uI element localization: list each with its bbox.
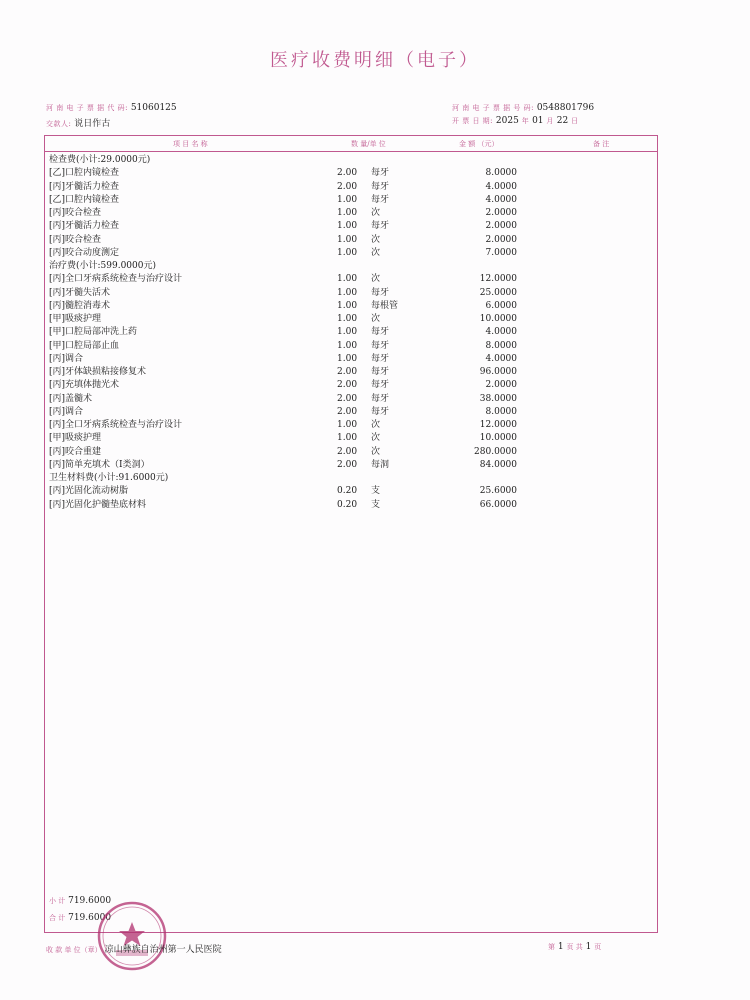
item-amount: 38.0000 — [479, 393, 517, 404]
item-unit: 每牙 — [371, 380, 390, 391]
item-unit: 每牙 — [371, 406, 390, 417]
document-title: 医疗收费明细（电子） — [270, 50, 480, 71]
item-amount: 2.0000 — [485, 234, 517, 245]
item-name: [甲]口腔局部冲洗上药 — [49, 327, 138, 338]
item-amount: 8.0000 — [485, 168, 517, 179]
table-row — [45, 419, 657, 432]
table-row — [45, 167, 657, 180]
item-amount: 25.6000 — [479, 486, 517, 497]
page-indicator — [548, 942, 601, 952]
item-name: [丙]全口牙病系统检查与治疗设计 — [49, 274, 183, 285]
table-row — [45, 181, 657, 194]
issue-date — [452, 116, 579, 126]
item-name: 治疗费(小计:599.0000元) — [49, 261, 156, 271]
item-amount: 7.0000 — [485, 247, 517, 258]
issue-date-day: 22 — [556, 116, 569, 126]
table-row — [45, 379, 657, 392]
item-name: [丙]牙髓活力检查 — [49, 221, 120, 232]
item-unit: 支 — [371, 486, 381, 497]
item-unit: 每牙 — [371, 340, 390, 351]
item-qty: 1.00 — [337, 340, 358, 351]
page-current: 1 — [557, 942, 564, 952]
invoice-code — [46, 103, 177, 113]
item-qty: 1.00 — [337, 300, 358, 311]
item-name: [甲]吸痰护理 — [49, 314, 102, 324]
issue-date-label: 开 票 日 期: — [452, 117, 494, 125]
item-name: [丙]咬合重建 — [49, 446, 102, 457]
item-unit: 每牙 — [371, 168, 390, 179]
item-unit: 每牙 — [371, 327, 390, 338]
column-header-remark: 备 注 — [593, 140, 610, 148]
item-amount: 10.0000 — [479, 433, 517, 444]
column-header-amount: 金 额 （元） — [459, 140, 499, 148]
subtotal-value: 719.6000 — [68, 896, 112, 906]
item-unit: 次 — [371, 247, 381, 258]
invoice-number-value: 0548801796 — [536, 103, 595, 113]
item-amount: 4.0000 — [485, 327, 517, 338]
item-name: [丙]调合 — [49, 406, 84, 417]
table-row — [45, 432, 657, 445]
table-row — [45, 499, 657, 512]
table-row — [45, 472, 657, 485]
item-qty: 1.00 — [337, 221, 358, 232]
column-header-name: 项 目 名 称 — [173, 140, 208, 148]
item-qty: 1.00 — [337, 274, 358, 285]
detail-table — [44, 135, 658, 933]
item-amount: 4.0000 — [485, 353, 517, 364]
item-unit: 次 — [371, 420, 381, 430]
item-amount: 12.0000 — [479, 420, 517, 430]
item-name: [丙]简单充填术（I类洞） — [49, 459, 150, 470]
item-name: [乙]口腔内镜检查 — [49, 194, 120, 205]
table-row — [45, 234, 657, 247]
item-unit: 每洞 — [371, 459, 390, 470]
item-qty: 0.20 — [337, 486, 358, 497]
item-unit: 每牙 — [371, 367, 390, 377]
table-row — [45, 340, 657, 353]
item-amount: 280.0000 — [474, 446, 517, 457]
item-amount: 8.0000 — [485, 340, 517, 351]
item-qty: 2.00 — [337, 446, 358, 457]
invoice-code-label: 河 南 电 子 票 据 代 码: — [46, 104, 128, 112]
item-qty: 1.00 — [337, 420, 358, 430]
item-amount: 10.0000 — [479, 314, 517, 324]
table-row — [45, 353, 657, 366]
item-name: [丙]牙髓失活术 — [49, 287, 111, 298]
item-qty: 2.00 — [337, 168, 358, 179]
table-row — [45, 287, 657, 300]
table-row — [45, 220, 657, 233]
issue-date-month: 01 — [532, 116, 544, 126]
table-row — [45, 207, 657, 220]
invoice-code-value: 51060125 — [130, 103, 177, 113]
table-row — [45, 313, 657, 326]
item-name: [丙]咬合动度测定 — [49, 247, 120, 258]
item-qty: 1.00 — [337, 287, 358, 298]
item-name: [甲]口腔局部止血 — [49, 340, 120, 351]
page-label-b: 页 共 — [566, 943, 583, 951]
item-amount: 8.0000 — [485, 406, 517, 417]
item-unit: 每牙 — [371, 194, 390, 205]
issue-date-year: 2025 — [495, 116, 519, 126]
item-qty: 2.00 — [337, 406, 358, 417]
table-row — [45, 247, 657, 260]
payee — [46, 942, 222, 955]
item-amount: 6.0000 — [485, 300, 517, 311]
invoice-number-label: 河 南 电 子 票 据 号 码: — [452, 104, 534, 112]
issue-date-year-label: 年 — [521, 117, 530, 125]
payee-label: 收 款 单 位（章） — [46, 946, 102, 954]
issue-date-month-label: 月 — [546, 117, 554, 125]
item-qty: 1.00 — [337, 433, 358, 444]
payer-value: 说日作古 — [74, 119, 111, 129]
page-label-c: 页 — [594, 943, 602, 951]
table-row — [45, 446, 657, 459]
item-amount: 12.0000 — [479, 274, 517, 285]
item-qty: 2.00 — [337, 459, 358, 470]
issue-date-day-label: 日 — [571, 117, 579, 125]
item-unit: 次 — [371, 446, 381, 457]
table-row — [45, 459, 657, 472]
item-amount: 2.0000 — [485, 380, 517, 391]
item-unit: 每牙 — [371, 353, 390, 364]
payee-value: 凉山彝族自治州第一人民医院 — [104, 945, 222, 955]
item-amount: 4.0000 — [485, 194, 517, 205]
item-qty: 1.00 — [337, 327, 358, 338]
item-name: [丙]咬合检查 — [49, 234, 102, 245]
item-amount: 2.0000 — [485, 208, 517, 218]
table-row — [45, 366, 657, 379]
item-name: [丙]全口牙病系统检查与治疗设计 — [49, 420, 183, 430]
item-qty: 1.00 — [337, 247, 358, 258]
invoice-number — [452, 103, 594, 113]
table-row — [45, 260, 657, 273]
item-unit: 每牙 — [371, 393, 390, 404]
page-total: 1 — [585, 942, 592, 952]
item-unit: 次 — [371, 314, 381, 324]
item-unit: 每根管 — [371, 300, 399, 311]
table-row — [45, 194, 657, 207]
item-amount: 66.0000 — [479, 499, 517, 510]
item-unit: 次 — [371, 208, 381, 218]
column-header-qty-unit: 数 量/单 位 — [351, 140, 386, 148]
page-label-a: 第 — [548, 943, 555, 951]
item-qty: 2.00 — [337, 181, 358, 192]
item-qty: 2.00 — [337, 367, 358, 377]
item-qty: 1.00 — [337, 208, 358, 218]
item-unit: 每牙 — [371, 221, 390, 232]
table-row — [45, 393, 657, 406]
table-header — [45, 136, 657, 152]
item-qty: 2.00 — [337, 393, 358, 404]
table-row — [45, 406, 657, 419]
table-row — [45, 326, 657, 339]
item-name: [丙]光固化流动树脂 — [49, 486, 129, 497]
item-qty: 1.00 — [337, 234, 358, 245]
item-name: [丙]咬合检查 — [49, 208, 102, 218]
total-value: 719.6000 — [68, 913, 112, 923]
item-unit: 次 — [371, 433, 381, 444]
subtotal-label: 小 计 — [49, 897, 66, 905]
item-name: [丙]髓腔消毒术 — [49, 300, 111, 311]
item-amount: 2.0000 — [485, 221, 517, 232]
item-name: 检查费(小计:29.0000元) — [49, 155, 151, 165]
payer — [46, 116, 110, 129]
item-qty: 2.00 — [337, 380, 358, 391]
item-qty: 0.20 — [337, 499, 358, 510]
item-name: [丙]充填体抛光术 — [49, 380, 120, 391]
item-name: [丙]光固化护髓垫底材料 — [49, 499, 147, 510]
item-amount: 96.0000 — [479, 367, 517, 377]
table-body — [45, 154, 657, 512]
item-name: [乙]口腔内镜检查 — [49, 168, 120, 179]
item-unit: 次 — [371, 234, 381, 245]
total-label: 合 计 — [49, 914, 66, 922]
payer-label: 交款人: — [46, 120, 72, 128]
hospital-seal-icon — [96, 900, 168, 972]
item-unit: 次 — [371, 274, 381, 285]
item-name: [丙]牙髓活力检查 — [49, 181, 120, 192]
item-name: [甲]吸痰护理 — [49, 433, 102, 444]
item-name: [丙]盖髓术 — [49, 393, 93, 404]
table-row — [45, 154, 657, 167]
item-name: [丙]调合 — [49, 353, 84, 364]
item-unit: 每牙 — [371, 181, 390, 192]
item-amount: 84.0000 — [479, 459, 517, 470]
item-name: [丙]牙体缺损粘接修复术 — [49, 367, 147, 377]
item-amount: 4.0000 — [485, 181, 517, 192]
item-qty: 1.00 — [337, 353, 358, 364]
table-row — [45, 485, 657, 498]
item-unit: 每牙 — [371, 287, 390, 298]
item-name: 卫生材料费(小计:91.6000元) — [49, 473, 169, 483]
item-amount: 25.0000 — [479, 287, 517, 298]
item-qty: 1.00 — [337, 314, 358, 324]
table-row — [45, 273, 657, 286]
table-row — [45, 300, 657, 313]
item-qty: 1.00 — [337, 194, 358, 205]
item-unit: 支 — [371, 499, 381, 510]
